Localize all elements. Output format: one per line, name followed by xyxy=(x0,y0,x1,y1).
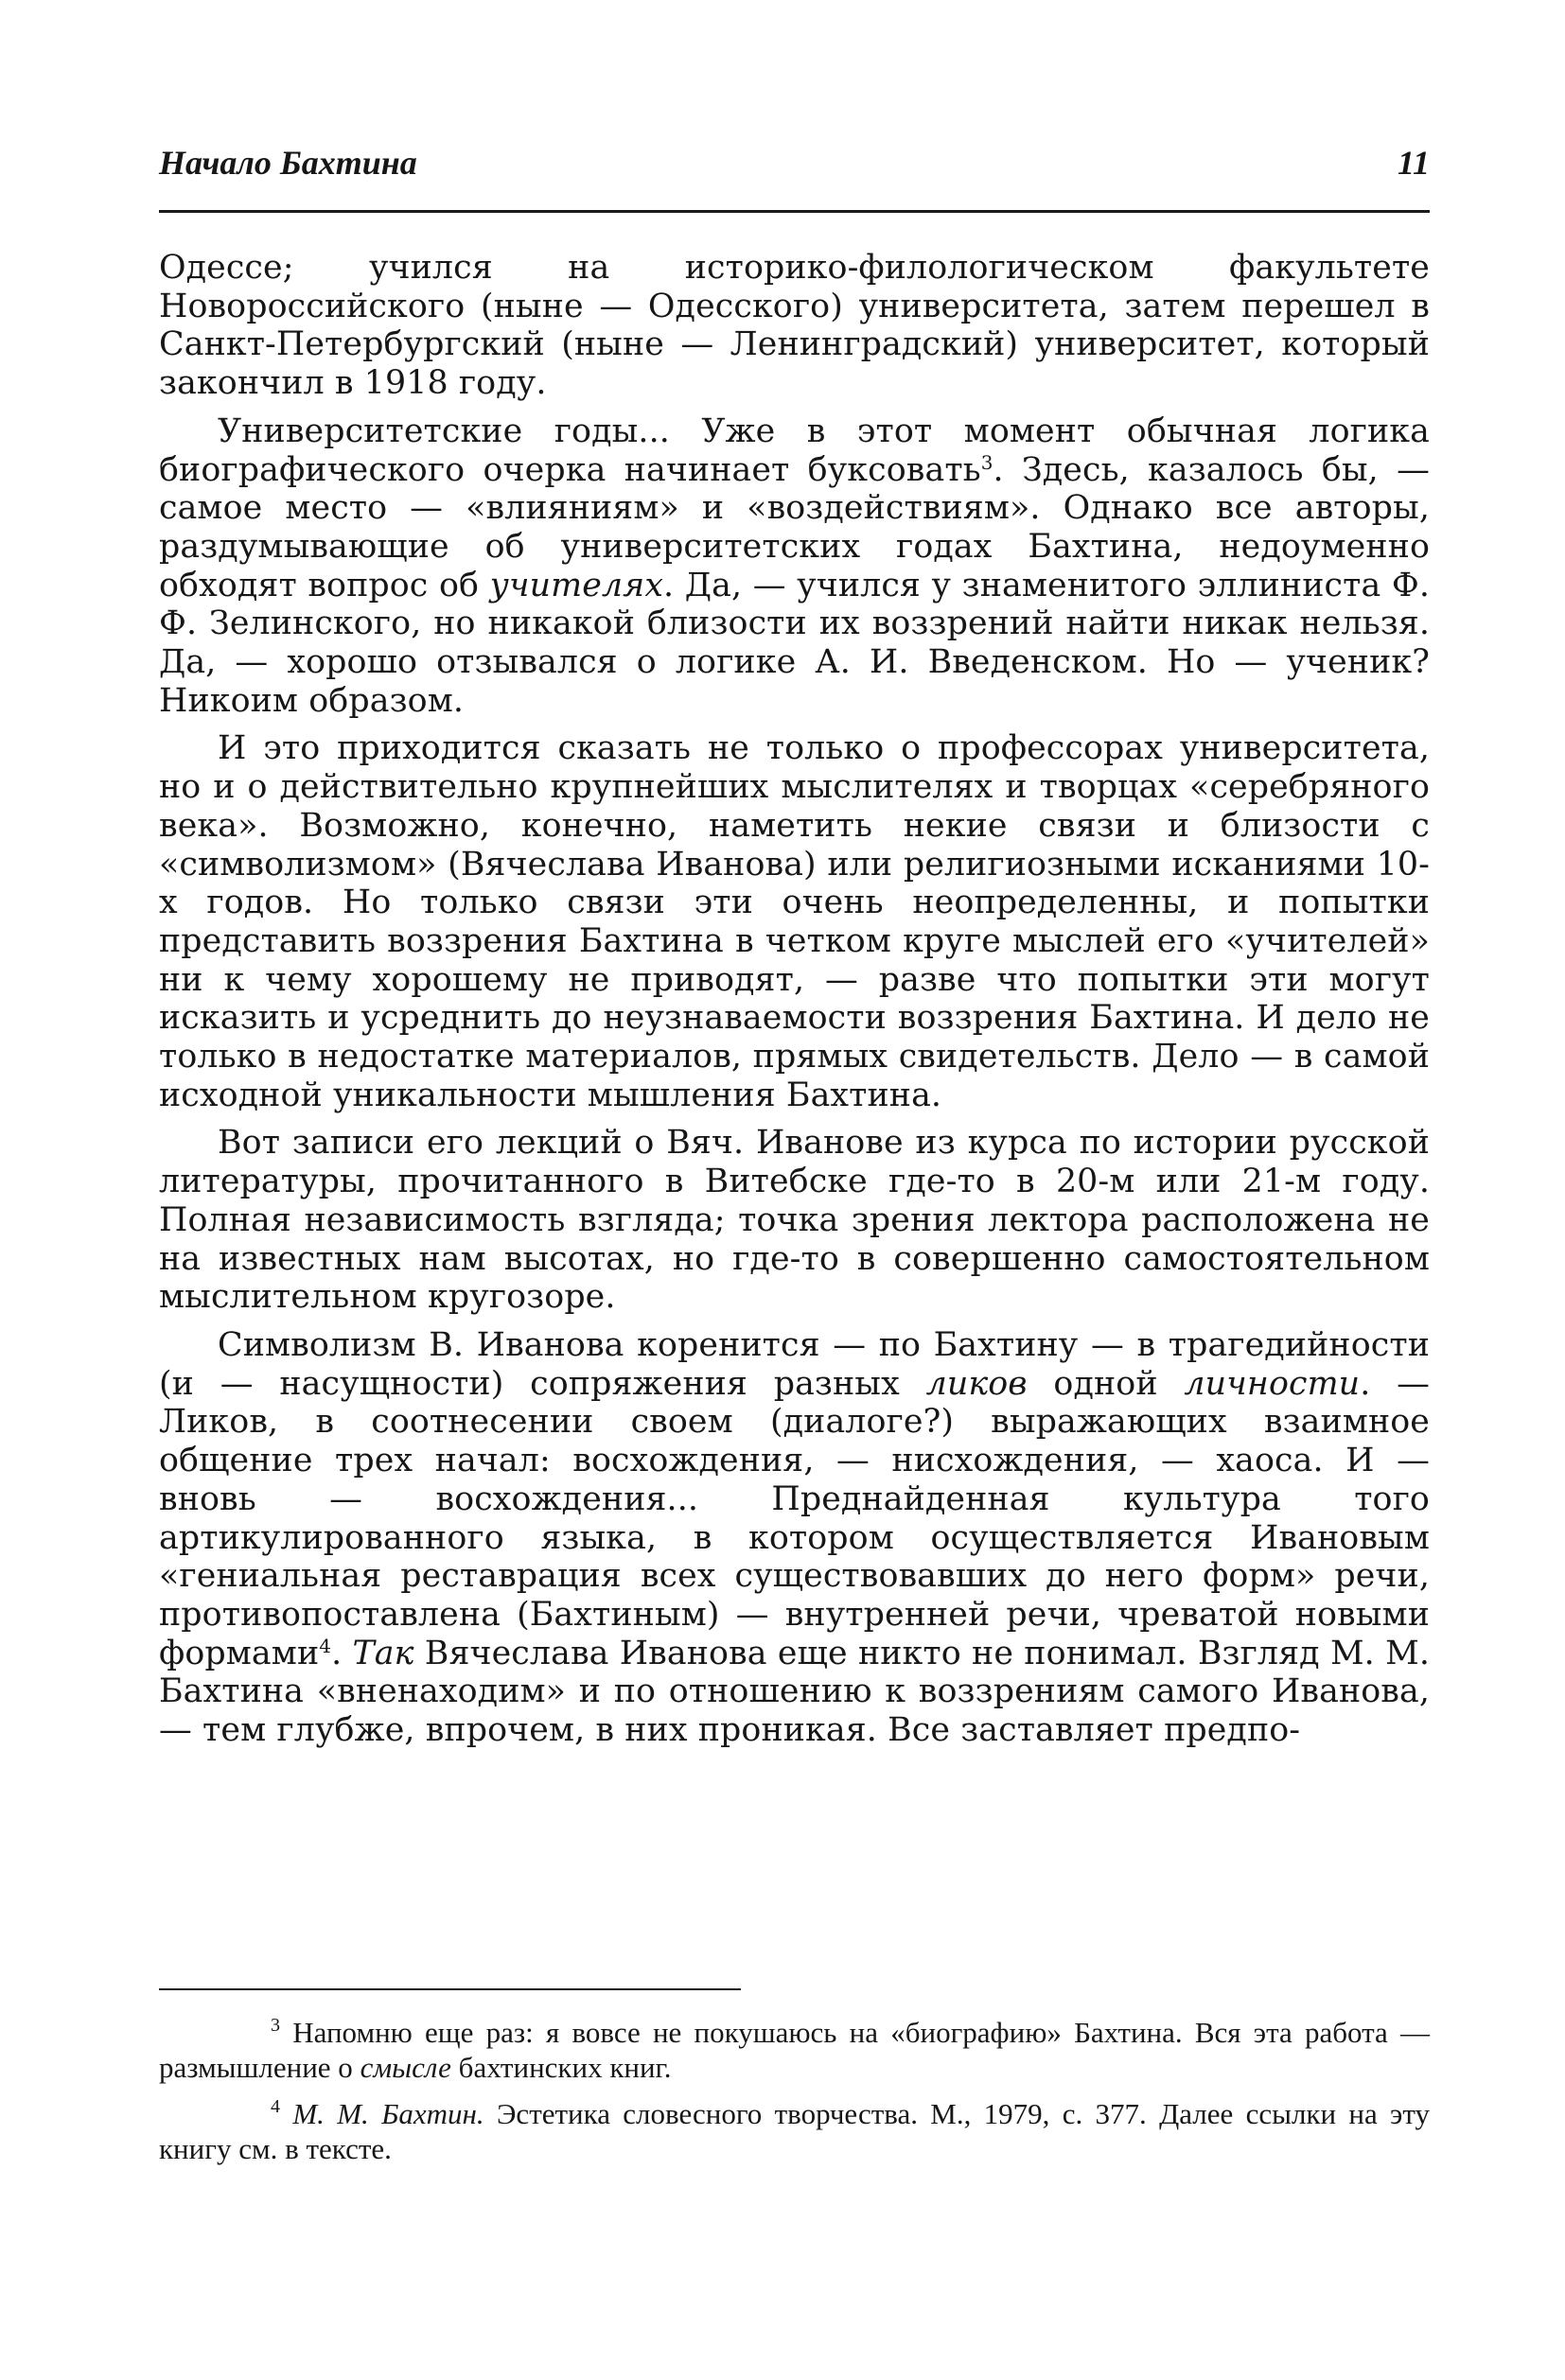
paragraph-1-text: Одессе; учился на историко-филологическом факультете Новороссийского (ныне — Одесского) университета, затем перешел в Санкт-Петербургский (ныне — Ленинградский) университет, который закончил в 1918 году. xyxy=(159,249,1430,403)
paragraph-5-text-d: . xyxy=(331,1634,353,1672)
paragraph-5-text-c: . — Ликов, в соотнесении своем (диалоге?) выражающих взаимное общение трех начал: восхождения, — нисхождения, — хаоса. И — вновь — восхождения... Преднайденная культура того артикулированного языка, в котором осуществляется Ивановым «гениальная реставрация всех существовавших до него форм» речи, противопоставлена (Бахтиным) — внутренней речи, чреватой новыми формами xyxy=(159,1364,1431,1672)
paragraph-3 xyxy=(159,729,1430,1114)
running-title: Начало Бахтина xyxy=(159,144,417,182)
paragraph-5 xyxy=(159,1326,1430,1750)
paragraph-4 xyxy=(159,1124,1430,1317)
footnote-3-emphasis: смысле xyxy=(360,2051,451,2084)
footnote-ref-4[interactable]: 4 xyxy=(319,1634,332,1657)
paragraph-4-text: Вот записи его лекций о Вяч. Иванове из курса по истории русской литературы, прочитанного в Витебске где-то в 20-м или 21-м году. Полная независимость взгляда; точка зрения лектора расположена не на известных нам высотах, но где-то в совершенно самостоятельном мыслительном кругозоре. xyxy=(159,1124,1430,1317)
footnote-4-marker: 4 xyxy=(271,2096,280,2117)
paragraph-2-text-a: Университетские годы... Уже в этот момент обычная логика биографического очерка начинает буксовать xyxy=(159,411,1430,489)
paragraph-3-text: И это приходится сказать не только о профессорах университета, но и о действительно крупнейших мыслителях и творцах «серебряного века». Возможно, конечно, наметить некие связи и близости с «символизмом» (Вячеслава Иванова) или религиозными исканиями 10-х годов. Но только связи эти очень неопределенны, и попытки представить воззрения Бахтина в четком круге мыслей его «учителей» ни к чему хорошему не приводят, — разве что попытки эти могут исказить и усреднить до неузнаваемости воззрения Бахтина. И дело не только в недостатке материалов, прямых свидетельств. Дело — в самой исходной уникальности мышления Бахтина. xyxy=(159,729,1430,1114)
paragraph-2 xyxy=(159,412,1430,721)
emphasis-lichnosti: личности xyxy=(1184,1364,1361,1403)
body-text xyxy=(159,249,1430,1750)
emphasis-tak: Так xyxy=(352,1634,414,1672)
footnote-rule xyxy=(159,1988,741,1990)
footnote-ref-3[interactable]: 3 xyxy=(980,450,994,474)
paragraph-2-text-c: . Да, — учился у знаменитого эллиниста Ф. Ф. Зелинского, но никакой близости их воззрений найти никак нельзя. Да, — хорошо отзывался о логике А. И. Введенском. Но — ученик? Никоим образом. xyxy=(159,566,1430,720)
footnote-4 xyxy=(159,2096,1430,2166)
header-rule xyxy=(159,210,1430,213)
paragraph-2-text-b: . Здесь, казалось бы, — самое место — «влияниям» и «воздействиям». Однако все авторы, раздумывающие об университетских годах Бахтина, недоуменно обходят вопрос об xyxy=(159,450,1430,604)
footnote-4-author: М. М. Бахтин. xyxy=(280,2097,484,2130)
page-number: 11 xyxy=(1397,144,1430,182)
emphasis-uchitelyakh: учителях xyxy=(489,566,664,604)
paragraph-1 xyxy=(159,249,1430,403)
footnotes xyxy=(159,2015,1430,2178)
paragraph-5-text-e: Вячеслава Иванова еще никто не понимал. Взгляд М. М. Бахтина «вненаходим» и по отношению к воззрениям самого Иванова, — тем глубже, впрочем, в них проникая. Все заставляет предпо- xyxy=(159,1634,1430,1750)
footnote-3-text-a: Напомню еще раз: я вовсе не покушаюсь на «биографию» Бахтина. Вся эта работа — размышление о xyxy=(159,2016,1430,2084)
footnote-3-text-b: бахтинских книг. xyxy=(450,2051,672,2084)
footnote-3 xyxy=(159,2015,1430,2085)
emphasis-likov: ликов xyxy=(925,1364,1028,1403)
book-page xyxy=(159,142,1431,2165)
paragraph-5-text-a: Символизм В. Иванова коренится — по Бахтину — в трагедийности (и — насущности) сопряжения разных xyxy=(159,1325,1430,1403)
paragraph-5-text-b: одной xyxy=(1027,1364,1185,1403)
running-head xyxy=(159,142,1430,184)
footnote-4-text: Эстетика словесного творчества. М., 1979, с. 377. Далее ссылки на эту книгу см. в тексте. xyxy=(159,2097,1430,2165)
footnote-3-marker: 3 xyxy=(271,2015,280,2036)
